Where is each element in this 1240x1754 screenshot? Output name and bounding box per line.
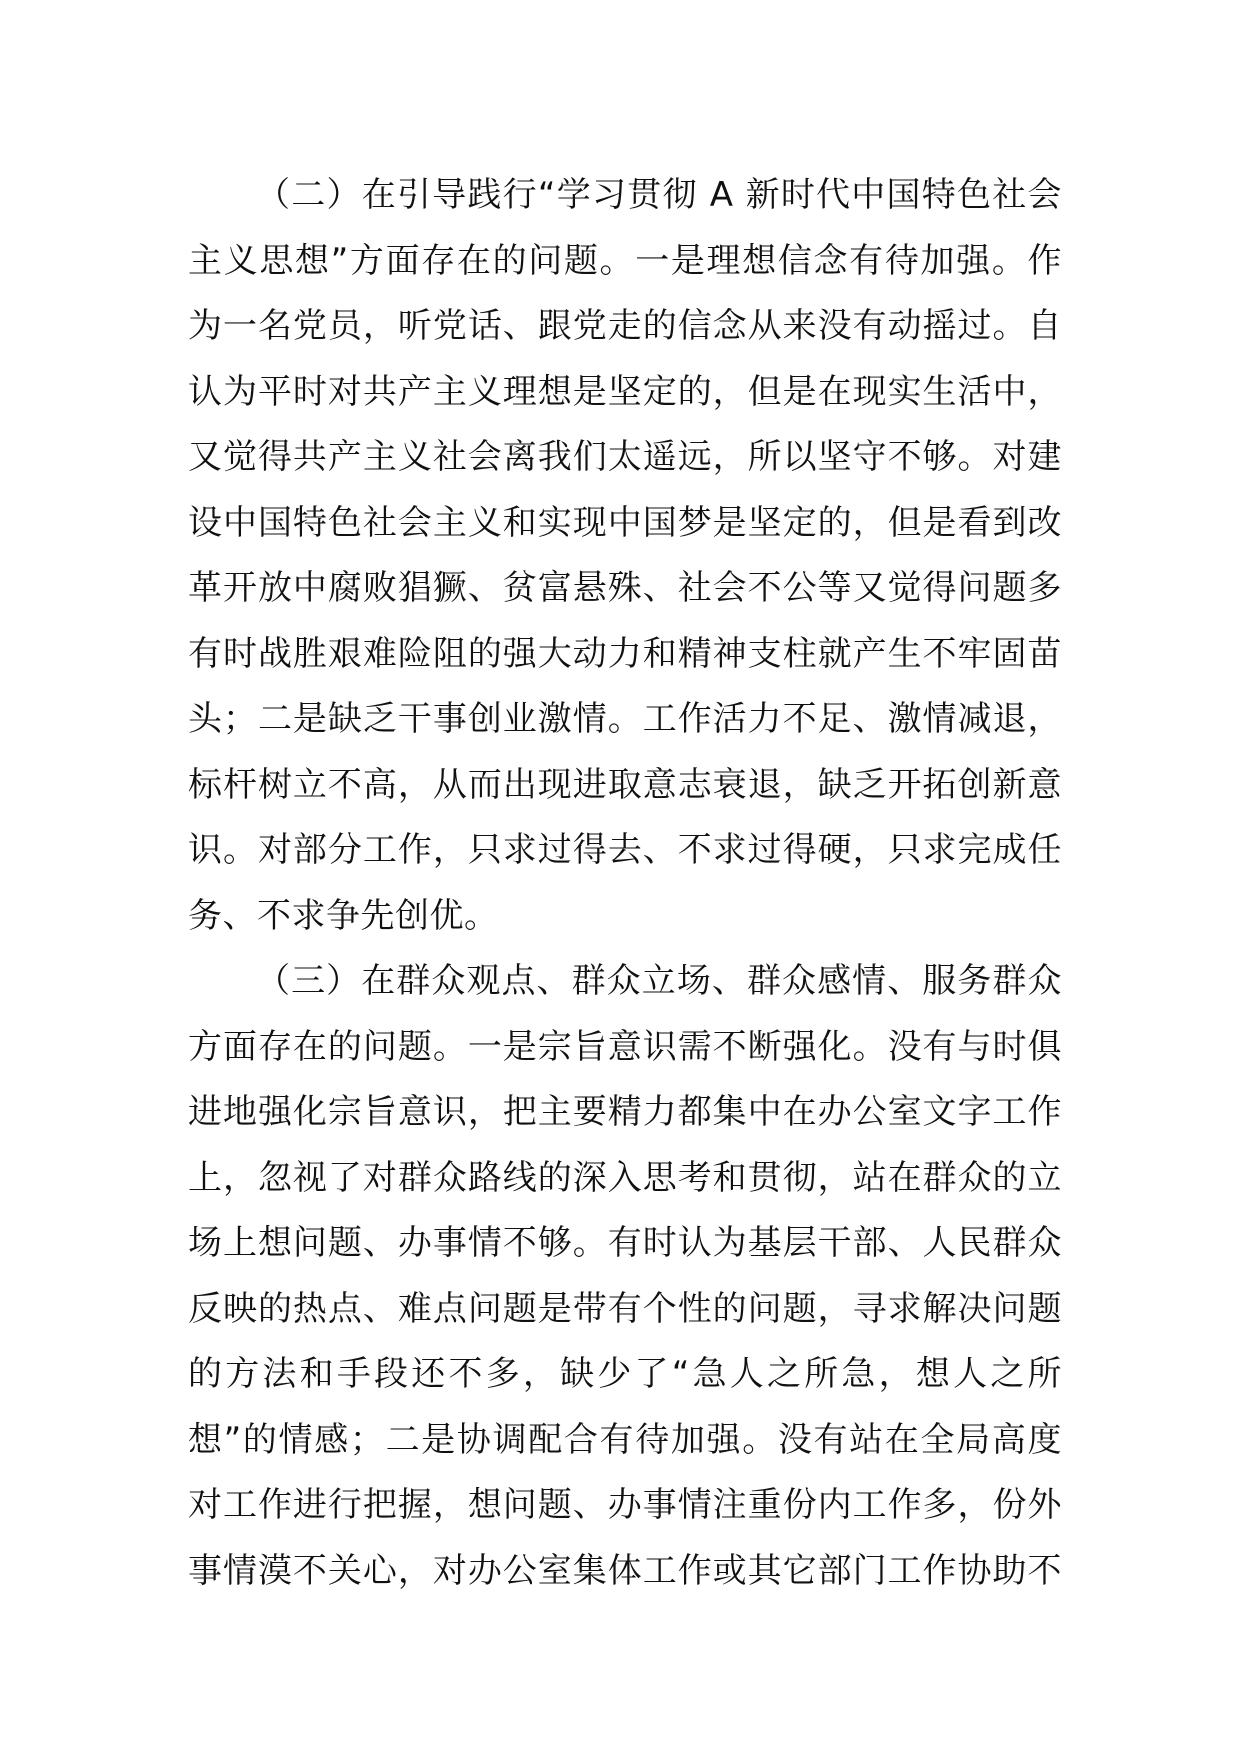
text-line: 务、不求争先创优。 xyxy=(188,895,499,936)
text-line: 为一名党员，听党话、跟党走的信念从来没有动摇过。自 xyxy=(188,306,1062,346)
text-line: （三）在群众观点、群众立场、群众感情、服务群众 xyxy=(256,961,1062,1001)
text-line: 想”的情感；二是协调配合有待加强。没有站在全局高度 xyxy=(188,1419,1062,1460)
text-line: 的方法和手段还不多，缺少了“急人之所急，想人之所 xyxy=(188,1354,1062,1394)
text-line: 革开放中腐败猖獗、贫富悬殊、社会不公等又觉得问题多 xyxy=(188,568,1062,608)
text-line: 又觉得共产主义社会离我们太遥远，所以坚守不够。对建 xyxy=(188,437,1062,477)
text-line: 主义思想”方面存在的问题。一是理想信念有待加强。作 xyxy=(188,240,1062,281)
text-line: 对工作进行把握，想问题、办事情注重份内工作多，份外 xyxy=(188,1485,1062,1525)
text-line: 反映的热点、难点问题是带有个性的问题，寻求解决问题 xyxy=(188,1288,1062,1329)
paragraph-section-three xyxy=(188,949,1062,1604)
text-line: 事情漠不关心，对办公室集体工作或其它部门工作协助不 xyxy=(188,1550,1062,1591)
text-line: 进地强化宗旨意识，把主要精力都集中在办公室文字工作 xyxy=(188,1092,1062,1132)
paragraph-section-two xyxy=(188,163,1062,949)
document-body xyxy=(188,163,1062,1604)
text-line: 有时战胜艰难险阻的强大动力和精神支柱就产生不牢固苗 xyxy=(188,633,1062,674)
text-line: 识。对部分工作，只求过得去、不求过得硬，只求完成任 xyxy=(188,830,1062,870)
text-line: 方面存在的问题。一是宗旨意识需不断强化。没有与时俱 xyxy=(188,1026,1062,1067)
text-line: （二）在引导践行“学习贯彻 A 新时代中国特色社会 xyxy=(256,175,1062,215)
text-line: 认为平时对共产主义理想是坚定的，但是在现实生活中， xyxy=(188,371,1062,412)
text-line: 设中国特色社会主义和实现中国梦是坚定的，但是看到改 xyxy=(188,502,1062,543)
text-line: 场上想问题、办事情不够。有时认为基层干部、人民群众 xyxy=(188,1223,1062,1263)
text-line: 头；二是缺乏干事创业激情。工作活力不足、激情减退， xyxy=(188,699,1062,739)
text-line: 上，忽视了对群众路线的深入思考和贯彻，站在群众的立 xyxy=(188,1157,1062,1198)
text-line: 标杆树立不高，从而出现进取意志衰退，缺乏开拓创新意 xyxy=(188,764,1062,805)
